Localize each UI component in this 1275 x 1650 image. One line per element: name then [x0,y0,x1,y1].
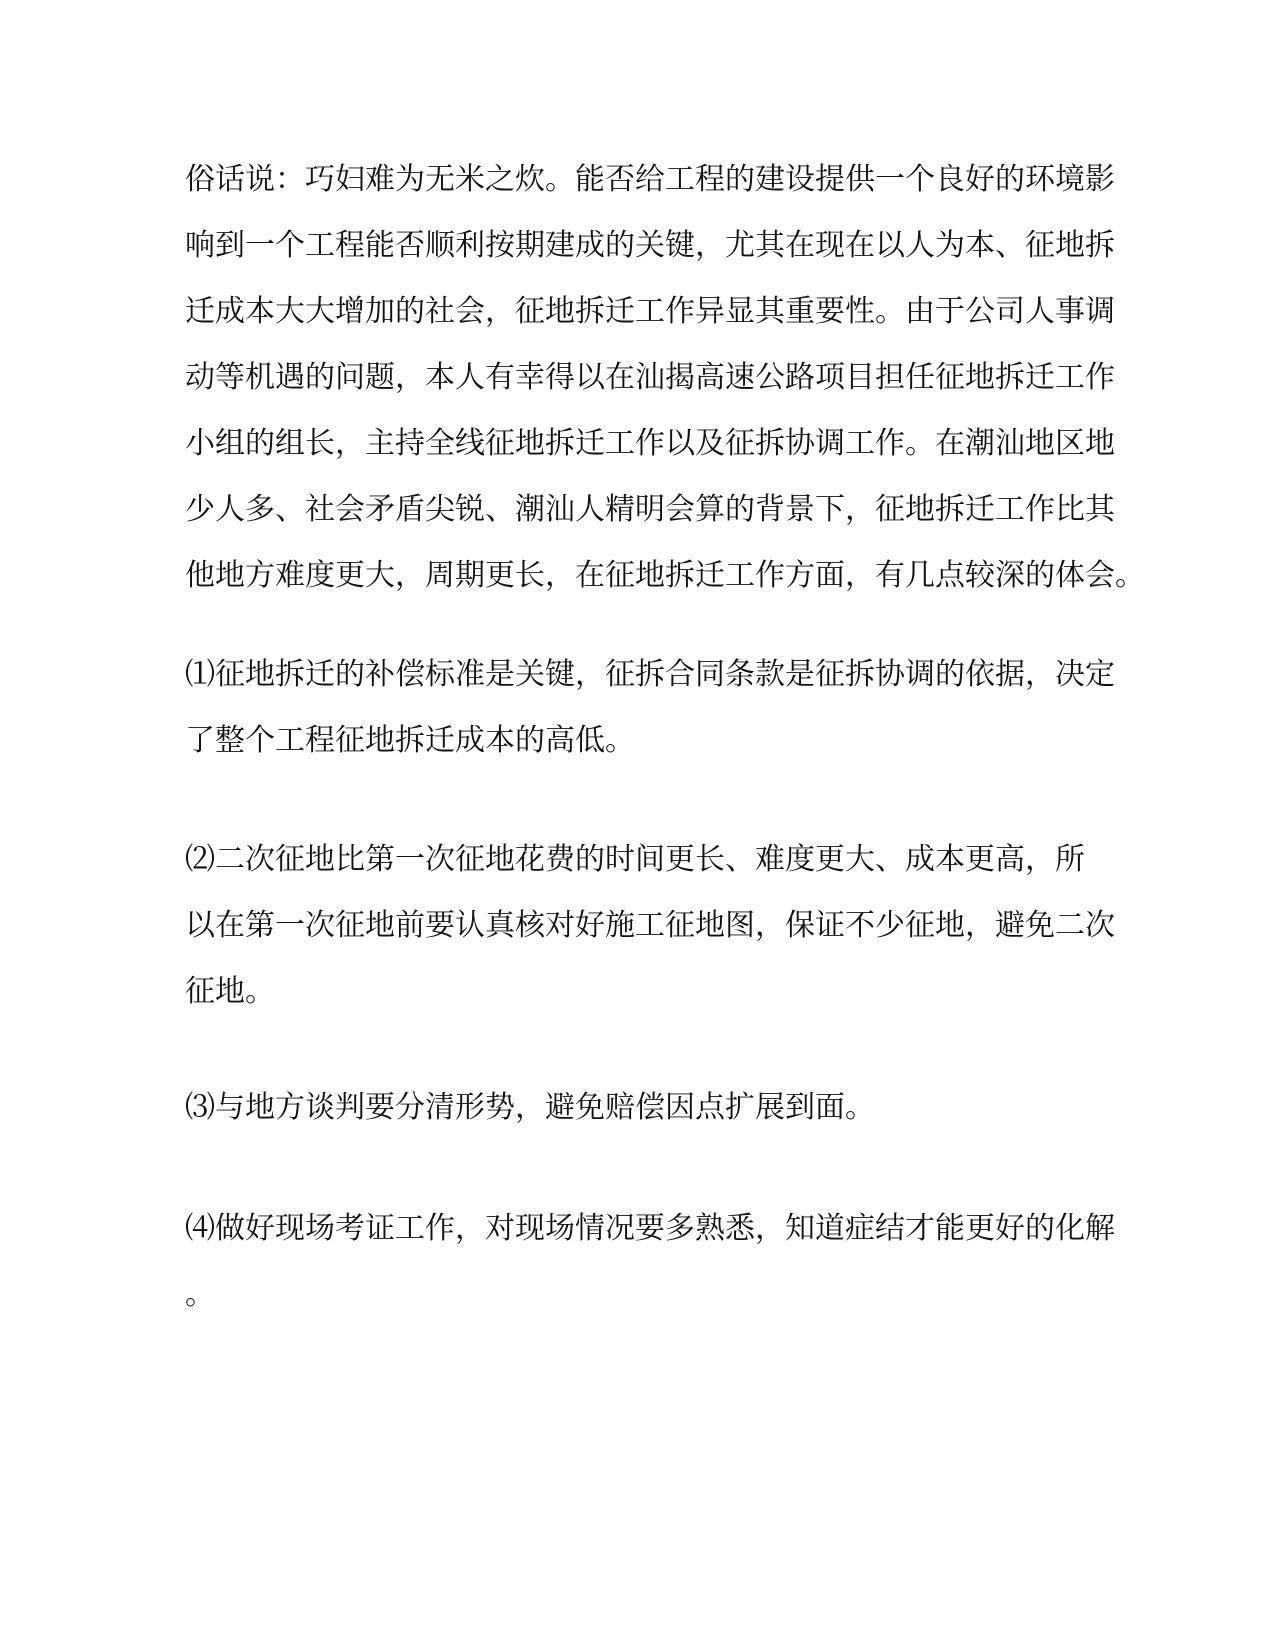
text-line: 以在第一次征地前要认真核对好施工征地图，保证不少征地，避免二次 [185,908,1115,943]
text-line: 征地。 [185,974,275,1009]
text-line: ⑵二次征地比第一次征地花费的时间更长、难度更大、成本更高，所 [185,842,1085,877]
paragraph-point-1 [185,642,1115,774]
text-line: 了整个工程征地拆迁成本的高低。 [185,723,635,758]
text-line: ⑶与地方谈判要分清形势，避免赔偿因点扩展到面。 [185,1090,875,1125]
text-line: 俗话说：巧妇难为无米之炊。能否给工程的建设提供一个良好的环境影 [185,162,1115,197]
paragraph-point-2 [185,827,1115,1025]
text-line: ⑷做好现场考证工作，对现场情况要多熟悉，知道症结才能更好的化解 [185,1211,1115,1246]
text-line: 少人多、社会矛盾尖锐、潮汕人精明会算的背景下，征地拆迁工作比其 [185,492,1115,527]
text-line: 迁成本大大增加的社会，征地拆迁工作异显其重要性。由于公司人事调 [185,294,1115,329]
text-line: 动等机遇的问题，本人有幸得以在汕揭高速公路项目担任征地拆迁工作 [185,360,1115,395]
text-line: 响到一个工程能否顺利按期建成的关键，尤其在现在以人为本、征地拆 [185,228,1115,263]
text-line: 他地方难度更大，周期更长，在征地拆迁工作方面，有几点较深的体会。 [185,558,1145,593]
paragraph-point-4 [185,1196,1115,1328]
paragraph-intro [185,147,1145,609]
text-line: 小组的组长，主持全线征地拆迁工作以及征拆协调工作。在潮汕地区地 [185,426,1115,461]
text-line: 。 [185,1277,215,1312]
paragraph-point-3 [185,1075,1100,1141]
text-line: ⑴征地拆迁的补偿标准是关键，征拆合同条款是征拆协调的依据，决定 [185,657,1115,692]
